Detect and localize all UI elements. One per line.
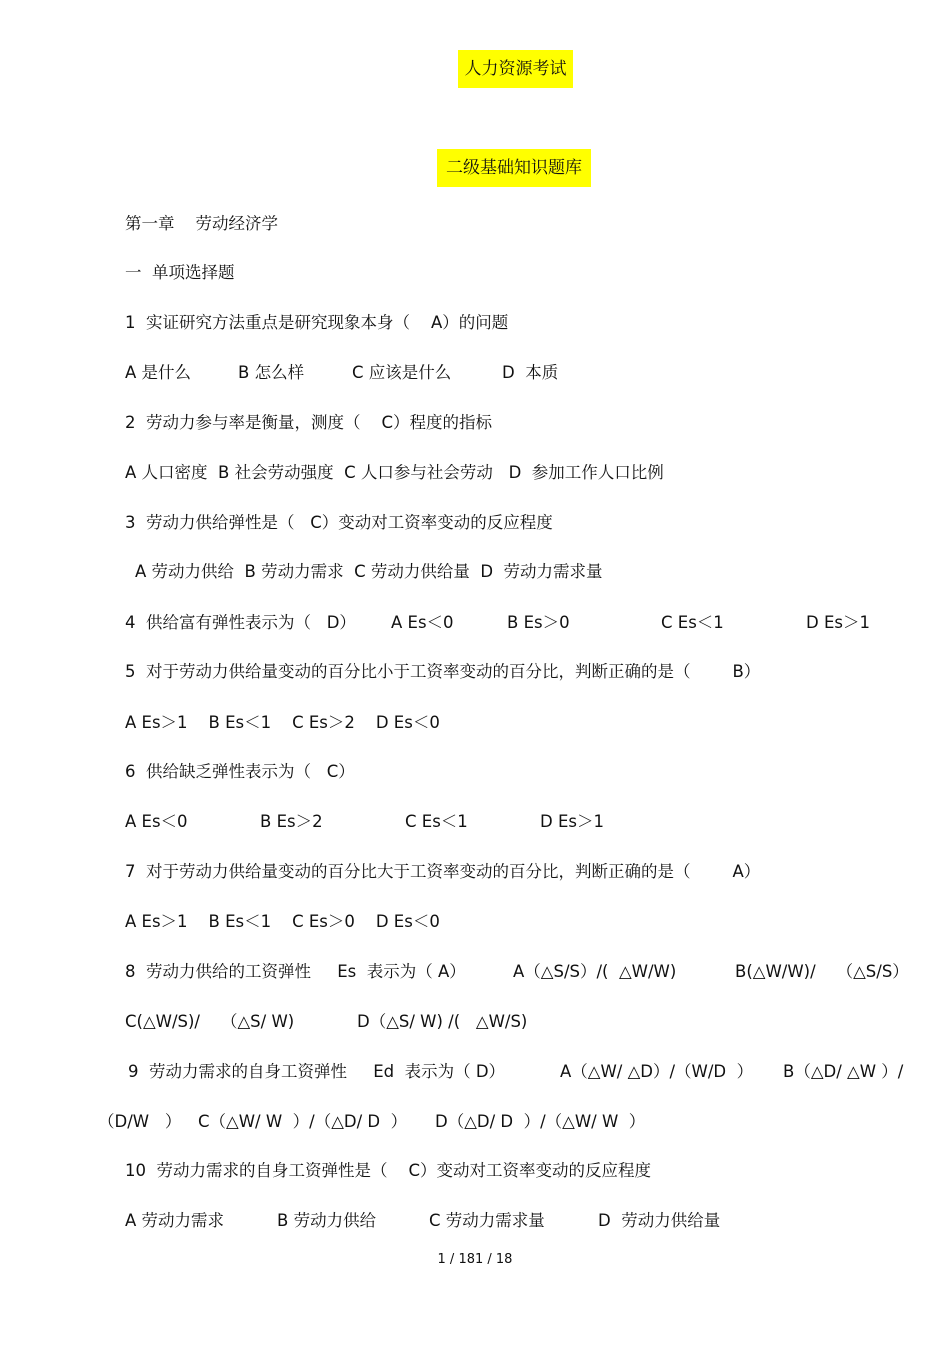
q9-option-b-cont: （D/W ） — [98, 1112, 182, 1131]
sub-title: 二级基础知识题库 — [437, 149, 591, 187]
question-8-row-2 — [0, 1010, 950, 1034]
q4-option-d: D Es＞1 — [806, 613, 870, 632]
q9-option-a: A（△W/ △D）/（W/D ） — [560, 1062, 754, 1081]
q1-option-a: A 是什么 — [125, 363, 192, 382]
q6-option-b: B Es＞2 — [260, 812, 323, 831]
question-2: 2 劳动力参与率是衡量，测度（ C）程度的指标 — [125, 413, 492, 432]
main-title: 人力资源考试 — [458, 50, 573, 88]
question-9-row — [0, 1060, 950, 1084]
q8-option-a: A（△S/S）/( △W/W) — [513, 962, 677, 981]
question-8: 8 劳动力供给的工资弹性 Es 表示为（ A） — [125, 962, 466, 981]
question-3-options: A 劳动力供给 B 劳动力需求 C 劳动力供给量 D 劳动力需求量 — [135, 562, 603, 581]
question-2-options: A 人口密度 B 社会劳动强度 C 人口参与社会劳动 D 参加工作人口比例 — [125, 463, 664, 482]
question-10: 10 劳动力需求的自身工资弹性是（ C）变动对工资率变动的反应程度 — [125, 1161, 651, 1180]
question-4: 4 供给富有弹性表示为（ D） — [125, 613, 356, 632]
question-8-row — [0, 960, 950, 984]
q4-option-b: B Es＞0 — [507, 613, 570, 632]
question-6-options — [0, 810, 950, 834]
q1-option-d: D 本质 — [502, 363, 559, 382]
q8-option-d: D（△S/ W) /( △W/S) — [357, 1012, 528, 1031]
q4-option-c: C Es＜1 — [661, 613, 724, 632]
q9-option-d: D（△D/ D ）/（△W/ W ） — [435, 1112, 646, 1131]
question-10-options — [0, 1209, 950, 1233]
question-5-options: A Es＞1 B Es＜1 C Es＞2 D Es＜0 — [125, 713, 440, 732]
page-number: 1 / 181 / 18 — [437, 1252, 513, 1267]
q10-option-d: D 劳动力供给量 — [598, 1211, 721, 1230]
chapter-heading: 第一章 劳动经济学 — [125, 214, 278, 233]
section-heading: 一 单项选择题 — [125, 263, 235, 282]
q10-option-b: B 劳动力供给 — [277, 1211, 377, 1230]
q9-option-c: C（△W/ W ）/（△D/ D ） — [198, 1112, 408, 1131]
q6-option-c: C Es＜1 — [405, 812, 468, 831]
q6-option-a: A Es＜0 — [125, 812, 188, 831]
question-1-options — [0, 361, 950, 385]
question-5: 5 对于劳动力供给量变动的百分比小于工资率变动的百分比，判断正确的是（ B） — [125, 662, 761, 681]
question-9: 9 劳动力需求的自身工资弹性 Ed 表示为（ D） — [128, 1062, 506, 1081]
question-9-row-2 — [0, 1110, 950, 1134]
question-4-row — [0, 611, 950, 635]
q8-option-c: C(△W/S)/ （△S/ W) — [125, 1012, 295, 1031]
question-3: 3 劳动力供给弹性是（ C）变动对工资率变动的反应程度 — [125, 513, 553, 532]
question-6: 6 供给缺乏弹性表示为（ C） — [125, 762, 355, 781]
q9-option-b: B（△D/ △W ）/ — [783, 1062, 904, 1081]
question-1: 1 实证研究方法重点是研究现象本身（ A）的问题 — [125, 313, 509, 332]
q10-option-a: A 劳动力需求 — [125, 1211, 225, 1230]
q4-option-a: A Es＜0 — [391, 613, 454, 632]
q6-option-d: D Es＞1 — [540, 812, 604, 831]
question-7-options: A Es＞1 B Es＜1 C Es＞0 D Es＜0 — [125, 912, 440, 931]
q8-option-b: B(△W/W)/ （△S/S） — [735, 962, 909, 981]
q1-option-c: C 应该是什么 — [352, 363, 452, 382]
question-7: 7 对于劳动力供给量变动的百分比大于工资率变动的百分比，判断正确的是（ A） — [125, 862, 761, 881]
q1-option-b: B 怎么样 — [238, 363, 305, 382]
q10-option-c: C 劳动力需求量 — [429, 1211, 545, 1230]
